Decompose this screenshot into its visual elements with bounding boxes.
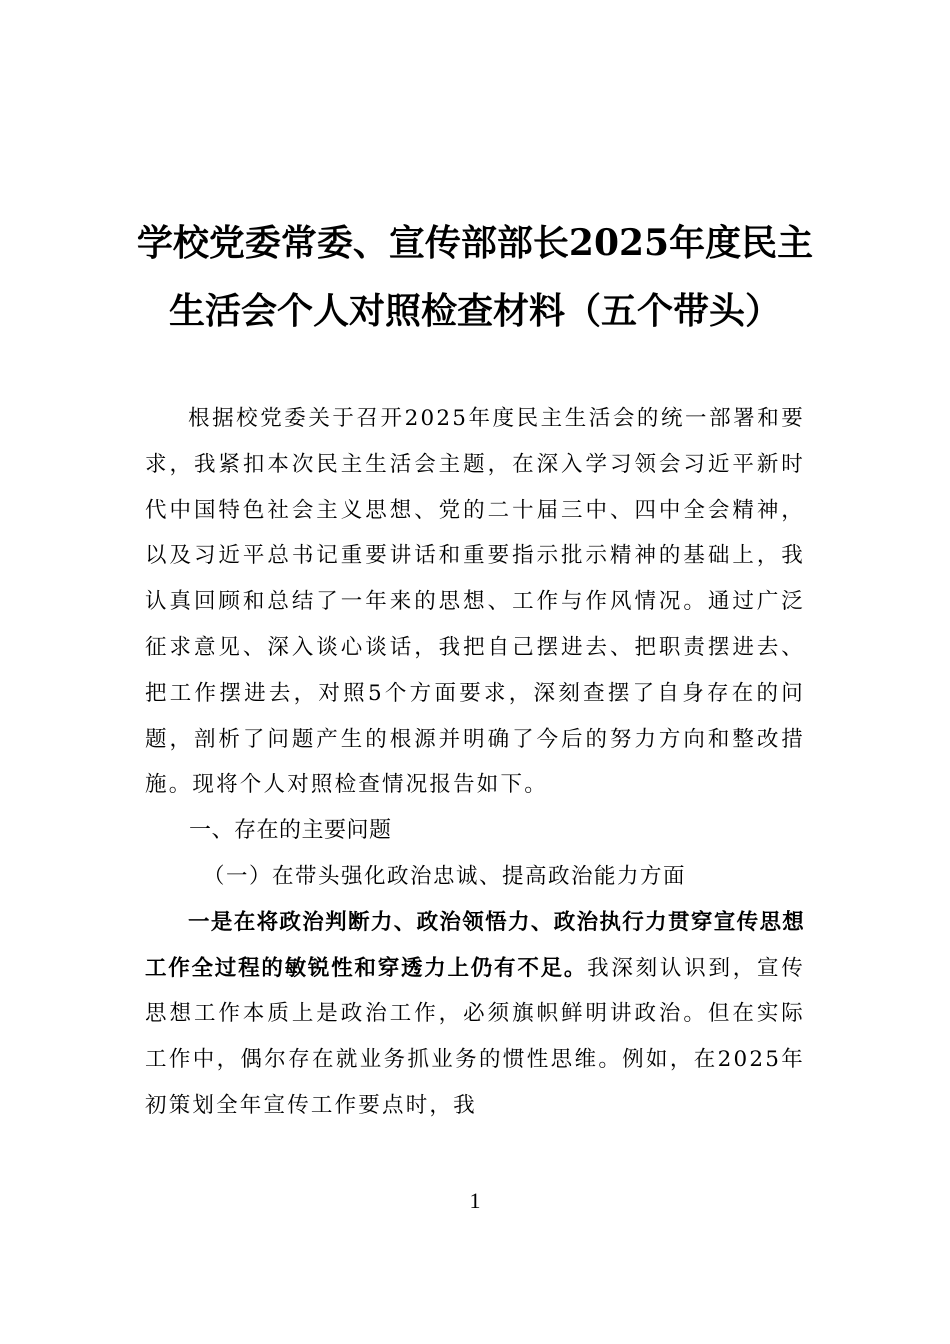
intro-paragraph: 根据校党委关于召开2025年度民主生活会的统一部署和要求，我紧扣本次民主生活会主题，在深入学习领会习近平新时代中国特色社会主义思想、党的二十届三中、四中全会精神，以及习近平总书记重要讲话和重要指示批示精神的基础上，我认真回顾和总结了一年来的思想、工作与作风情况。通过广泛征求意见、深入谈心谈话，我把自己摆进去、把职责摆进去、把工作摆进去，对照5个方面要求，深刻查摆了自身存在的问题，剖析了问题产生的根源并明确了今后的努力方向和整改措施。现将个人对照检查情况报告如下。 <box>145 406 805 798</box>
title-line-1: 学校党委常委、宣传部部长2025年度民主 <box>136 222 814 265</box>
page-number: 1 <box>469 1188 481 1213</box>
point-1-lead: 一是在将政治判断力、政治领悟力、政治执行力贯穿宣传思想工作全过程的敏锐性和穿透力上仍有不足。 <box>145 909 805 981</box>
document-title <box>120 209 830 345</box>
subsection-heading-1: （一）在带头强化政治忠诚、提高政治能力方面 <box>203 863 687 889</box>
point-paragraph-1 <box>145 900 805 1129</box>
section-heading-1: 一、存在的主要问题 <box>189 818 392 844</box>
point-1-text: 我深刻认识到，宣传思想工作本质上是政治工作，必须旗帜鲜明讲政治。但在实际工作中，偶尔存在就业务抓业务的惯性思维。例如，在2025年初策划全年宣传工作要点时，我 <box>145 955 805 1118</box>
document-body <box>145 396 805 1129</box>
title-line-2: 生活会个人对照检查材料（五个带头） <box>168 290 781 333</box>
